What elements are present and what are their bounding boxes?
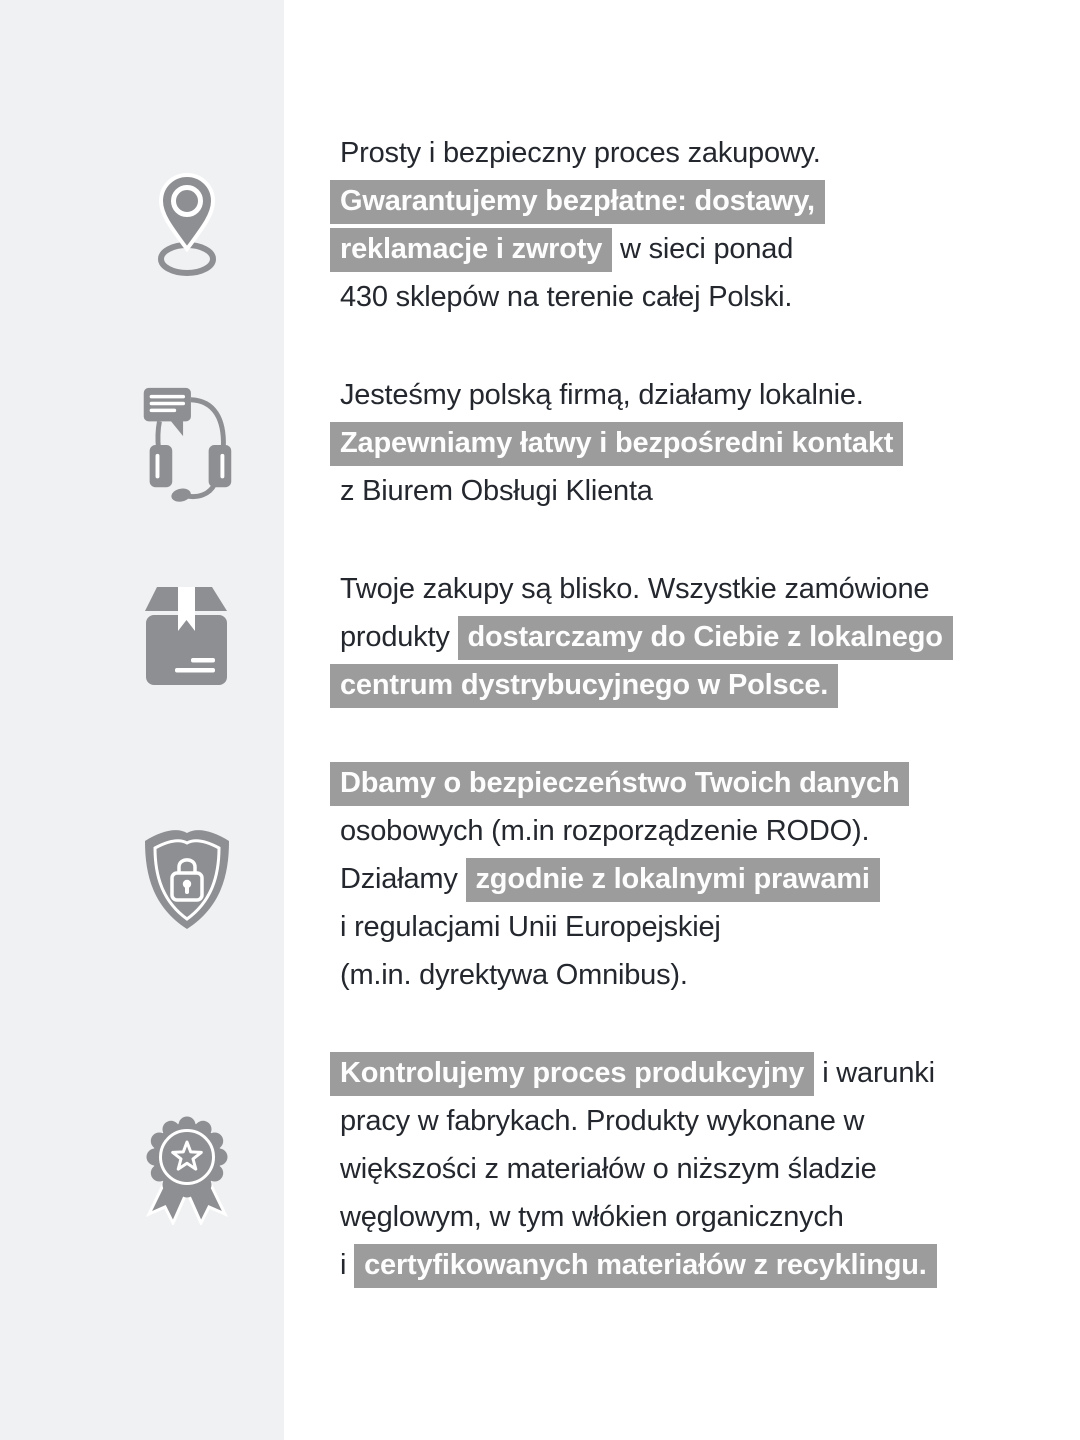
feature-row xyxy=(0,129,1080,321)
feature-text xyxy=(284,371,903,515)
feature-text xyxy=(284,129,825,321)
feature-text-line xyxy=(340,565,953,613)
feature-text-line xyxy=(340,273,825,321)
feature-text-line xyxy=(340,903,909,951)
feature-text xyxy=(284,565,953,709)
text-segment: i warunki xyxy=(814,1057,935,1089)
feature-text-line xyxy=(340,1145,937,1193)
feature-text-line xyxy=(340,467,903,515)
feature-text-line xyxy=(340,661,953,709)
text-segment: pracy w fabrykach. Produkty wykonane w xyxy=(340,1105,865,1137)
feature-text-line xyxy=(340,1049,937,1097)
shield-lock-icon xyxy=(137,825,237,933)
feature-text-line xyxy=(340,613,953,661)
feature-text-line xyxy=(340,759,909,807)
highlighted-text: centrum dystrybucyjnego w Polsce. xyxy=(330,664,838,708)
text-segment: i regulacjami Unii Europejskiej xyxy=(340,911,721,943)
feature-text-line xyxy=(340,371,903,419)
feature-text xyxy=(284,1049,937,1289)
text-segment: i xyxy=(340,1249,355,1281)
highlighted-text: Dbamy o bezpieczeństwo Twoich danych xyxy=(330,762,909,806)
text-segment: Prosty i bezpieczny proces zakupowy. xyxy=(340,137,821,169)
feature-text-line xyxy=(340,129,825,177)
feature-text xyxy=(284,759,909,999)
highlighted-text: certyfikowanych materiałów z recyklingu. xyxy=(354,1244,937,1288)
icon-cell xyxy=(0,173,284,277)
feature-row xyxy=(0,1049,1080,1289)
location-pin-icon xyxy=(154,173,220,277)
feature-row xyxy=(0,565,1080,709)
feature-text-line xyxy=(340,951,909,999)
feature-text-line xyxy=(340,419,903,467)
highlighted-text: Kontrolujemy proces produkcyjny xyxy=(330,1052,814,1096)
text-segment: węglowym, w tym włókien organicznych xyxy=(340,1201,844,1233)
feature-text-line xyxy=(340,855,909,903)
highlighted-text: dostarczamy do Ciebie z lokalnego xyxy=(458,616,953,660)
feature-text-line xyxy=(340,1241,937,1289)
text-segment: większości z materiałów o niższym śladzie xyxy=(340,1153,877,1185)
text-segment: (m.in. dyrektywa Omnibus). xyxy=(340,959,688,991)
award-ribbon-icon xyxy=(135,1113,239,1225)
icon-cell xyxy=(0,1113,284,1225)
icon-cell xyxy=(0,384,284,502)
text-segment: Jesteśmy polską firmą, działamy lokalnie. xyxy=(340,379,864,411)
feature-row xyxy=(0,759,1080,999)
text-segment: produkty xyxy=(340,621,458,653)
highlighted-text: Zapewniamy łatwy i bezpośredni kontakt xyxy=(330,422,903,466)
icon-cell xyxy=(0,587,284,687)
highlighted-text: Gwarantujemy bezpłatne: dostawy, xyxy=(330,180,825,224)
text-segment: 430 sklepów na terenie całej Polski. xyxy=(340,281,793,313)
icon-cell xyxy=(0,825,284,933)
feature-text-line xyxy=(340,1193,937,1241)
text-segment: osobowych (m.in rozporządzenie RODO). xyxy=(340,815,870,847)
text-segment: Działamy xyxy=(340,863,466,895)
feature-text-line xyxy=(340,1097,937,1145)
package-box-icon xyxy=(145,587,229,687)
headset-chat-icon xyxy=(137,384,237,502)
highlighted-text: reklamacje i zwroty xyxy=(330,228,612,272)
text-segment: z Biurem Obsługi Klienta xyxy=(340,475,653,507)
feature-text-line xyxy=(340,177,825,225)
feature-text-line xyxy=(340,807,909,855)
text-segment: Twoje zakupy są blisko. Wszystkie zamówione xyxy=(340,573,930,605)
feature-row xyxy=(0,371,1080,515)
text-segment: w sieci ponad xyxy=(612,233,794,265)
highlighted-text: zgodnie z lokalnymi prawami xyxy=(466,858,880,902)
feature-text-line xyxy=(340,225,825,273)
